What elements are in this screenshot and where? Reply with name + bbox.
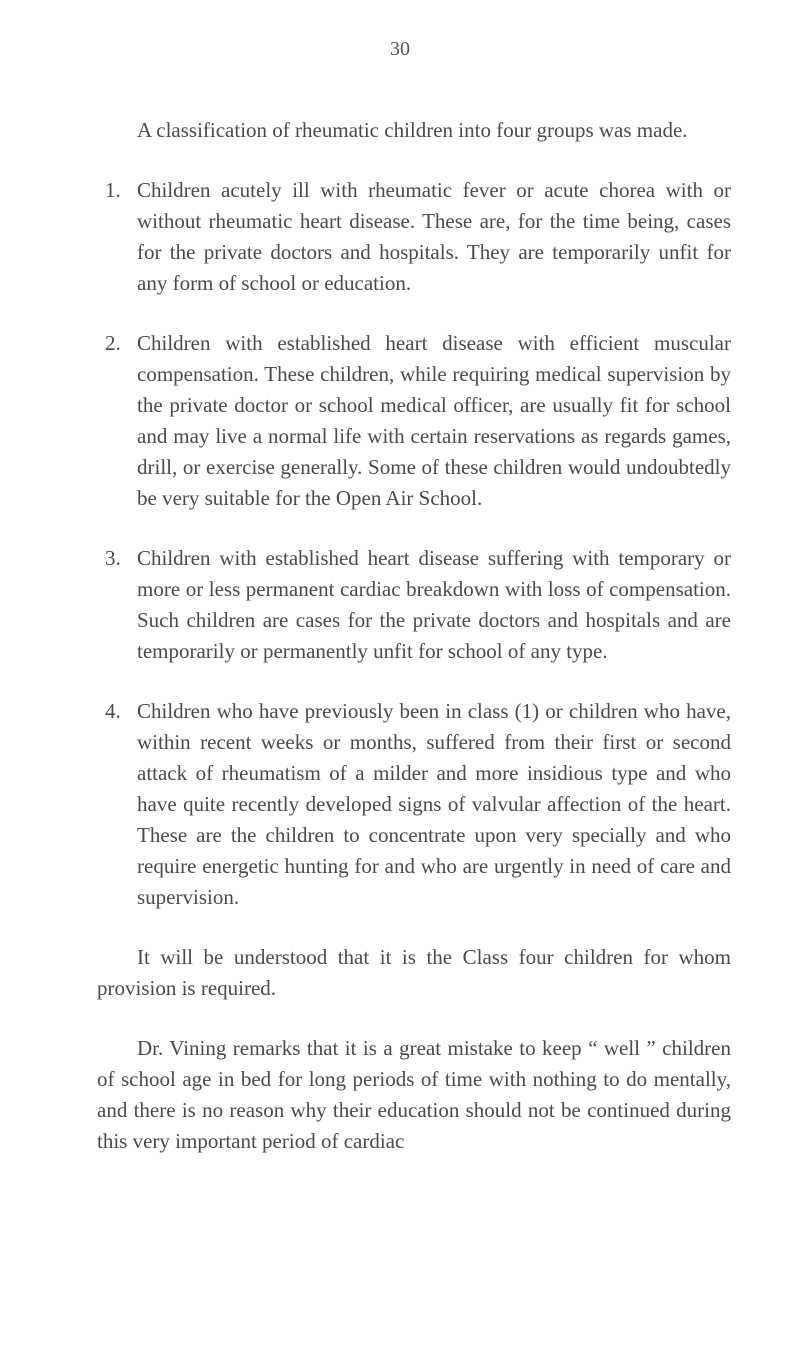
group-number-1: 1. <box>105 178 121 202</box>
group-item-1 <box>97 175 731 299</box>
intro-paragraph: A classification of rheumatic children into four groups was made. <box>137 118 688 142</box>
group-text-4: Children who have previously been in class (1) or children who have, within recent weeks or months, suffered from their first or second attack of rheumatism of a milder and more insidious type and who have quite recently developed signs of valvular affection of the heart. These are the children to concentrate upon very specially and who require energetic hunting for and who are urgently in need of care and supervision. <box>137 699 731 909</box>
group-text-3: Children with established heart disease suffering with temporary or more or less permanent cardiac breakdown with loss of compensation. Such children are cases for the private doctors and hospitals and are temporarily or permanently unfit for school of any type. <box>137 546 731 663</box>
group-number-4: 4. <box>105 699 121 723</box>
group-number-2: 2. <box>105 331 121 355</box>
page-body <box>97 115 731 1157</box>
group-item-4 <box>97 696 731 913</box>
group-text-2: Children with established heart disease with efficient muscular compensation. These children, while requiring medical supervision by the private doctor or school medical officer, are usually fit for school and may live a normal life with certain reservations as regards games, drill, or exercise generally. Some of these children would undoubtedly be very suitable for the Open Air School. <box>137 331 731 510</box>
group-item-3 <box>97 543 731 667</box>
vining-remark-paragraph: Dr. Vining remarks that it is a great mistake to keep “ well ” children of school age in bed for long periods of time with nothing to do mentally, and there is no reason why their education should not be continued during this very important period of cardiac <box>97 1036 731 1153</box>
conclusion-paragraph: It will be understood that it is the Class four children for whom provision is required. <box>97 945 731 1000</box>
group-text-1: Children acutely ill with rheumatic fever or acute chorea with or without rheumatic heart disease. These are, for the time being, cases for the private doctors and hospitals. They are temporarily unfit for any form of school or education. <box>137 178 731 295</box>
group-number-3: 3. <box>105 546 121 570</box>
group-item-2 <box>97 328 731 514</box>
page-number: 30 <box>390 38 410 60</box>
